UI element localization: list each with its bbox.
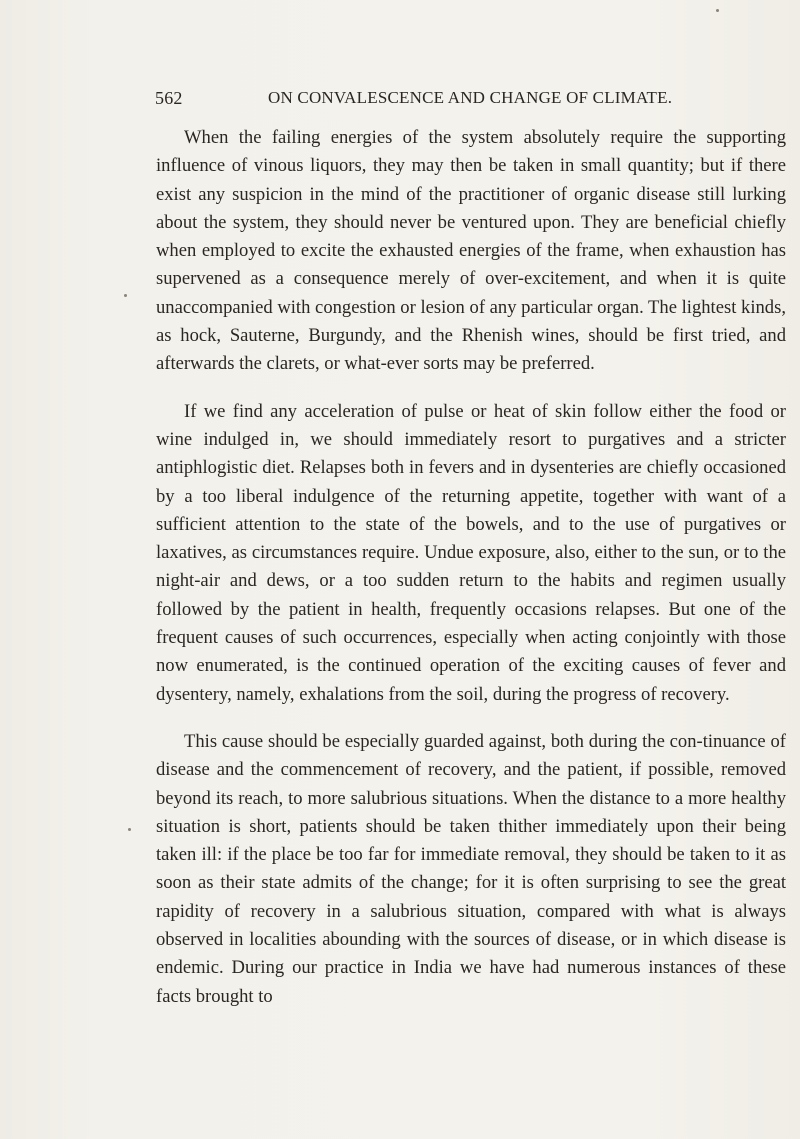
paper-speck [128, 828, 131, 831]
page-number: 562 [155, 88, 183, 108]
paragraph-1: When the failing energies of the system absolutely require the supporting influence of vinous liquors, they may then be taken in small quantity; but if there exist any suspicion in the mind of the practitioner of organic disease still lurking about the system, they should never be ventured upon. They are beneficial chiefly when employed to excite the exhausted energies of the frame, when exhaustion has supervened as a consequence merely of over-excitement, and when it is quite unaccompanied with congestion or lesion of any particular organ. The lightest kinds, as hock, Sauterne, Burgundy, and the Rhenish wines, should be first tried, and afterwards the clarets, or what-ever sorts may be preferred. [156, 127, 786, 375]
paragraph-3: This cause should be especially guarded against, both during the con-tinuance of disease and the commencement of recovery, and the patient, if possible, removed beyond its reach, to more salubrious situations. When the distance to a more healthy situation is short, patients should be taken thither immediately upon their being taken ill: if the place be too far for immediate removal, they should be taken to it as soon as their state admits of the change; for it is often surprising to see the great rapidity of recovery in a salubrious situation, compared with what is always observed in localities abounding with the sources of disease, or in which disease is endemic. During our practice in India we have had numerous instances of these facts brought to [156, 730, 786, 1007]
page-header [155, 88, 787, 114]
running-head: ON CONVALESCENCE AND CHANGE OF CLIMATE. [268, 88, 673, 107]
body-text [156, 124, 786, 1011]
paper-speck [124, 294, 127, 297]
paragraph-2: If we find any acceleration of pulse or heat of skin follow either the food or wine indulged in, we should immediately resort to purgatives and a stricter antiphlogistic diet. Relapses both in fevers and in dysenteries are chiefly occasioned by a too liberal indulgence of the returning appetite, together with want of a sufficient attention to the state of the bowels, and to the use of purgatives or laxatives, as circumstances require. Undue exposure, also, either to the sun, or to the night-air and dews, or a too sudden return to the habits and regimen usually followed by the patient in health, frequently occasions relapses. But one of the frequent causes of such occurrences, especially when acting conjointly with those now enumerated, is the continued operation of the exciting causes of fever and dysentery, namely, exhalations from the soil, during the progress of recovery. [156, 400, 786, 705]
paper-speck [716, 9, 719, 12]
